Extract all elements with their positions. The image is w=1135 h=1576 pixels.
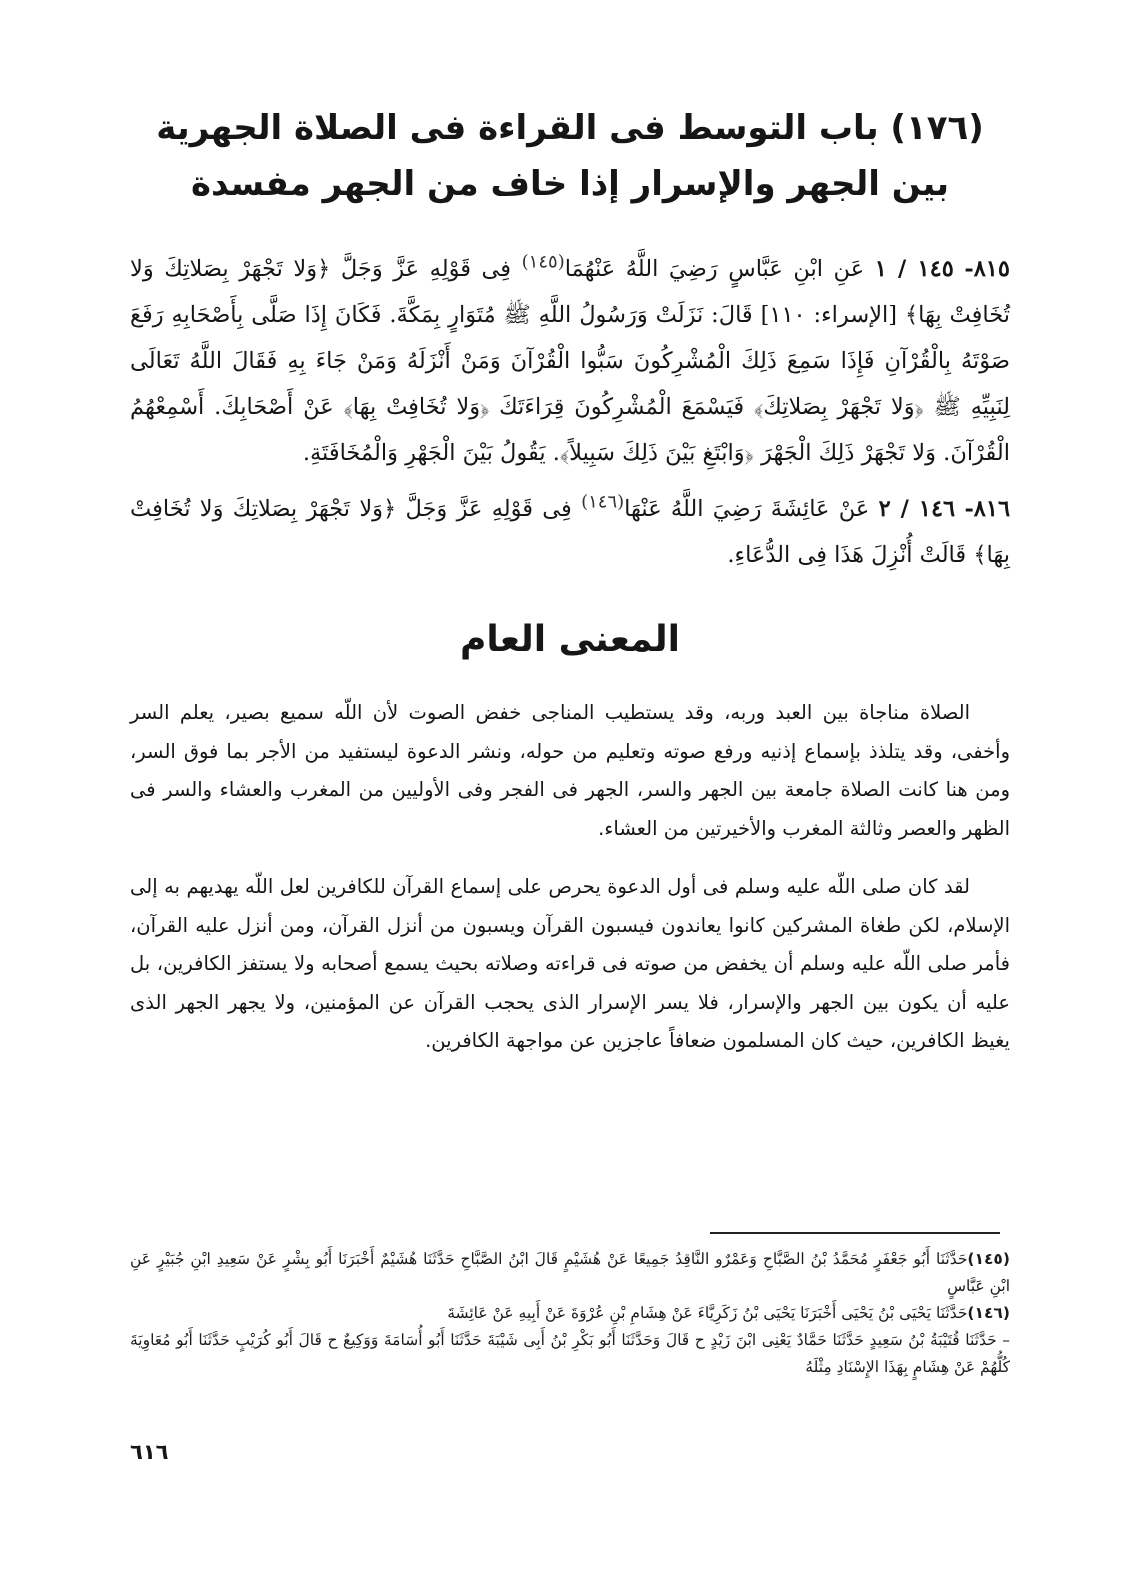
footnote-number: (١٤٦) <box>967 1304 1010 1322</box>
footnote-145 <box>130 1246 1010 1300</box>
footnote-text: – حَدَّثَنَا قُتَيْبَةُ بْنُ سَعِيدٍ حَدَّثَنَا حَمَّادٌ يَعْنِى ابْنَ زَيْدٍ ح قَالَ وَحَدَّثَنَا أَبُو بَكْرِ بْنُ أَبِى شَيْبَةَ حَدَّثَنَا أَبُو أُسَامَةَ وَوَكِيعٌ ح قَالَ أَبُو كُرَيْبٍ حَدَّثَنَا أَبُو مُعَاوِيَةَ كُلُّهُمْ عَنْ هِشَامٍ بِهَذَا الإِسْنَادِ مِثْلَهُ <box>130 1331 1010 1376</box>
hadith-816 <box>130 486 1010 578</box>
hadith-cross-ref: ١٤٦ / ٢ <box>878 496 956 522</box>
hadith-number: ٨١٦- <box>964 496 1011 522</box>
footnote-146-continuation <box>130 1327 1010 1381</box>
body-paragraph: لقد كان صلى اللّه عليه وسلم فى أول الدعوة يحرص على إسماع القرآن للكافرين لعل اللّه يهديهم به إلى الإسلام، لكن طغاة المشركين كانوا يعاندون فيسبون القرآن ويسبون من أنزل القرآن، ومن أنزل عليه القرآن، فأمر صلى اللّه عليه وسلم أن يخفض من صوته فى قراءته وصلاته بحيث يسمع أصحابه ولا يستفز الكافرين، بل عليه أن يكون بين الجهر والإسرار، فلا يسر الإسرار الذى يحجب القرآن عن المؤمنين، ولا يجهر الجهر الذى يغيظ الكافرين، حيث كان المسلمون ضعافاً عاجزين عن مواجهة الكافرين. <box>130 875 1010 1052</box>
footnote-146 <box>130 1300 1010 1327</box>
hadith-number: ٨١٥- <box>964 256 1010 282</box>
footnotes <box>130 1246 1010 1381</box>
page-number: ٦١٦ <box>130 1440 169 1464</box>
hadith-text-start: عَنِ ابْنِ عَبَّاسٍ رَضِيَ اللَّهُ عَنْهُمَا <box>564 256 865 282</box>
hadith-text: فِى قَوْلِهِ عَزَّ وَجَلَّ ﴿وَلا تَجْهَرْ بِصَلاتِكَ وَلا تُخَافِتْ بِهَا﴾ قَالَتْ أُنْزِلَ هَذَا فِى الدُّعَاءِ. <box>130 496 1010 568</box>
book-page <box>130 100 1010 1540</box>
footnote-ref: (١٤٦) <box>581 491 625 513</box>
body-paragraph: الصلاة مناجاة بين العبد وربه، وقد يستطيب المناجى خفض الصوت لأن اللّه سميع بصير، يعلم السر وأخفى، وقد يتلذذ بإسماع إذنيه ورفع صوته وتعليم من حوله، ونشر الدعوة ليستفيد من الأجر بما فوق السر، ومن هنا كانت الصلاة جامعة بين الجهر والسر، الجهر فى الفجر وفى الأوليين من المغرب والعشاء والسر فى الظهر والعصر وثالثة المغرب والأخيرتين من العشاء. <box>130 701 1010 840</box>
footnote-ref: (١٤٥) <box>521 251 565 273</box>
hadith-cross-ref: ١٤٥ / ١ <box>874 256 954 282</box>
chapter-title <box>130 100 1010 212</box>
hadith-text: فِى قَوْلِهِ عَزَّ وَجَلَّ ﴿وَلا تَجْهَرْ بِصَلاتِكَ وَلا تُخَافِتْ بِهَا﴾ [الإسراء: ١١٠] قَالَ: نَزَلَتْ وَرَسُولُ اللَّهِ ﷺ مُتَوَارٍ بِمَكَّةَ. فَكَانَ إِذَا صَلَّى بِأَصْحَابِهِ رَفَعَ صَوْتَهُ بِالْقُرْآنِ فَإِذَا سَمِعَ ذَلِكَ الْمُشْرِكُونَ سَبُّوا الْقُرْآنَ وَمَنْ أَنْزَلَهُ وَمَنْ جَاءَ بِهِ فَقَالَ اللَّهُ تَعَالَى لِنَبِيِّهِ ﷺ ﴿وَلا تَجْهَرْ بِصَلاتِكَ﴾ فَيَسْمَعَ الْمُشْرِكُونَ قِرَاءَتَكَ ﴿وَلا تُخَافِتْ بِهَا﴾ عَنْ أَصْحَابِكَ. أَسْمِعْهُمُ الْقُرْآنَ. وَلا تَجْهَرْ ذَلِكَ الْجَهْرَ ﴿وَابْتَغِ بَيْنَ ذَلِكَ سَبِيلاً﴾. يَقُولُ بَيْنَ الْجَهْرِ وَالْمُخَافَتَةِ. <box>130 256 1010 466</box>
footnote-number: (١٤٥) <box>967 1250 1010 1268</box>
footnote-text: حَدَّثَنَا يَحْيَى بْنُ يَحْيَى أَخْبَرَنَا يَحْيَى بْنُ زَكَرِيَّاءَ عَنْ هِشَامِ بْنِ عُرْوَةَ عَنْ أَبِيهِ عَنْ عَائِشَةَ <box>447 1304 968 1322</box>
footnote-divider <box>710 1232 1000 1234</box>
chapter-title-line-1: (١٧٦) باب التوسط فى القراءة فى الصلاة الجهرية <box>156 108 984 148</box>
section-heading: المعنى العام <box>459 619 681 660</box>
chapter-title-line-2: بين الجهر والإسرار إذا خاف من الجهر مفسدة <box>190 164 950 204</box>
footnote-text: حَدَّثَنَا أَبُو جَعْفَرٍ مُحَمَّدُ بْنُ الصَّبَّاحِ وَعَمْرٌو النَّاقِدُ جَمِيعًا عَنْ هُشَيْمٍ قَالَ ابْنُ الصَّبَّاحِ حَدَّثَنَا هُشَيْمٌ أَخْبَرَنَا أَبُو بِشْرٍ عَنْ سَعِيدِ ابْنِ جُبَيْرٍ عَنِ ابْنِ عَبَّاسٍ <box>130 1250 1010 1295</box>
hadith-text-start: عَنْ عَائِشَةَ رَضِيَ اللَّهُ عَنْهَا <box>624 496 870 522</box>
hadith-815 <box>130 246 1010 476</box>
